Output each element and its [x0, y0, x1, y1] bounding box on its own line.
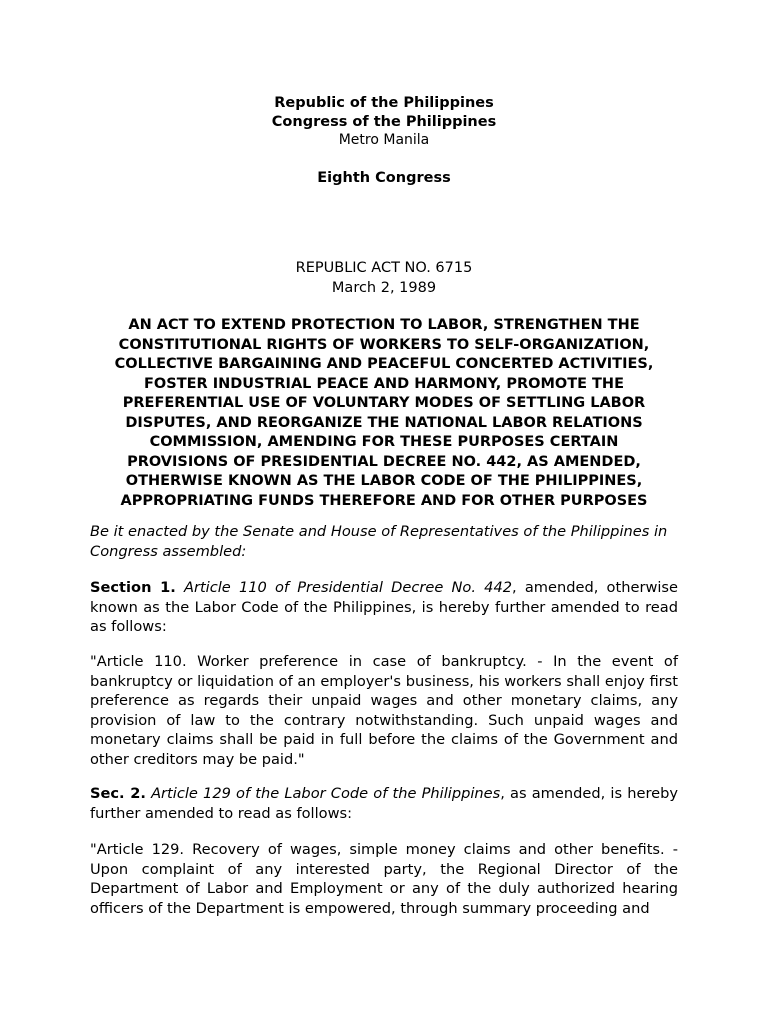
section-1-reference: Article 110 of Presidential Decree No. 442	[183, 579, 513, 596]
section-1-label: Section 1.	[90, 579, 176, 596]
title-line: CONSTITUTIONAL RIGHTS OF WORKERS TO SELF-ORGANIZATION,	[118, 336, 650, 353]
section-2-label: Sec. 2.	[90, 785, 146, 802]
title-line: DISPUTES, AND REORGANIZE THE NATIONAL LABOR RELATIONS	[125, 414, 643, 431]
title-line: PREFERENTIAL USE OF VOLUNTARY MODES OF SETTLING LABOR	[122, 395, 646, 411]
title-line: AN ACT TO EXTEND PROTECTION TO LABOR, STRENGTHEN THE	[128, 317, 640, 333]
title-line: COLLECTIVE BARGAINING AND PEACEFUL CONCERTED ACTIVITIES,	[114, 356, 654, 372]
location-heading: Metro Manila	[338, 132, 430, 148]
title-line: FOSTER INDUSTRIAL PEACE AND HARMONY, PROMOTE THE	[144, 375, 624, 392]
title-line: PROVISIONS OF PRESIDENTIAL DECREE NO. 442, AS AMENDED,	[127, 453, 641, 470]
section-2-reference: Article 129 of the Labor Code of the Philippines	[151, 785, 501, 802]
section-1	[90, 578, 678, 637]
act-number: REPUBLIC ACT NO. 6715	[295, 260, 473, 276]
title-line: COMMISSION, AMENDING FOR THESE PURPOSES CERTAIN	[149, 434, 619, 450]
enacting-clause: Be it enacted by the Senate and House of Representatives of the Philippines in Congress assembled:	[90, 523, 668, 560]
congress-number: Eighth Congress	[317, 170, 451, 186]
section-2-text: , as amended, is hereby further amended to read as follows:	[90, 785, 678, 822]
title-line: APPROPRIATING FUNDS THEREFORE AND FOR OTHER PURPOSES	[120, 492, 648, 509]
act-identifier	[0, 259, 768, 298]
section-1-text: , amended, otherwise known as the Labor Code of the Philippines, is hereby further amended to read as follows:	[90, 579, 679, 635]
act-title	[86, 316, 682, 511]
article-129-text: "Article 129. Recovery of wages, simple money claims and other benefits. - Upon complaint of any interested party, the Regional Director of the Department of Labor and Employment or any of the duly authorized hearing officers of the Department is empowered, through summary proceeding and	[90, 841, 678, 917]
document-header	[0, 94, 768, 188]
section-2	[90, 784, 678, 823]
republic-heading: Republic of the Philippines	[274, 95, 494, 111]
congress-heading: Congress of the Philippines	[271, 114, 497, 130]
act-date: March 2, 1989	[331, 279, 437, 296]
title-line: OTHERWISE KNOWN AS THE LABOR CODE OF THE PHILIPPINES,	[125, 473, 643, 489]
article-110-text: "Article 110. Worker preference in case of bankruptcy. - In the event of bankruptcy or liquidation of an employer's business, his workers shall enjoy first preference as regards their unpaid wages and other monetary claims, any provision of law to the contrary notwithstanding. Such unpaid wages and monetary claims shall be paid in full before the claims of the Government and other creditors may be paid."	[90, 653, 678, 768]
